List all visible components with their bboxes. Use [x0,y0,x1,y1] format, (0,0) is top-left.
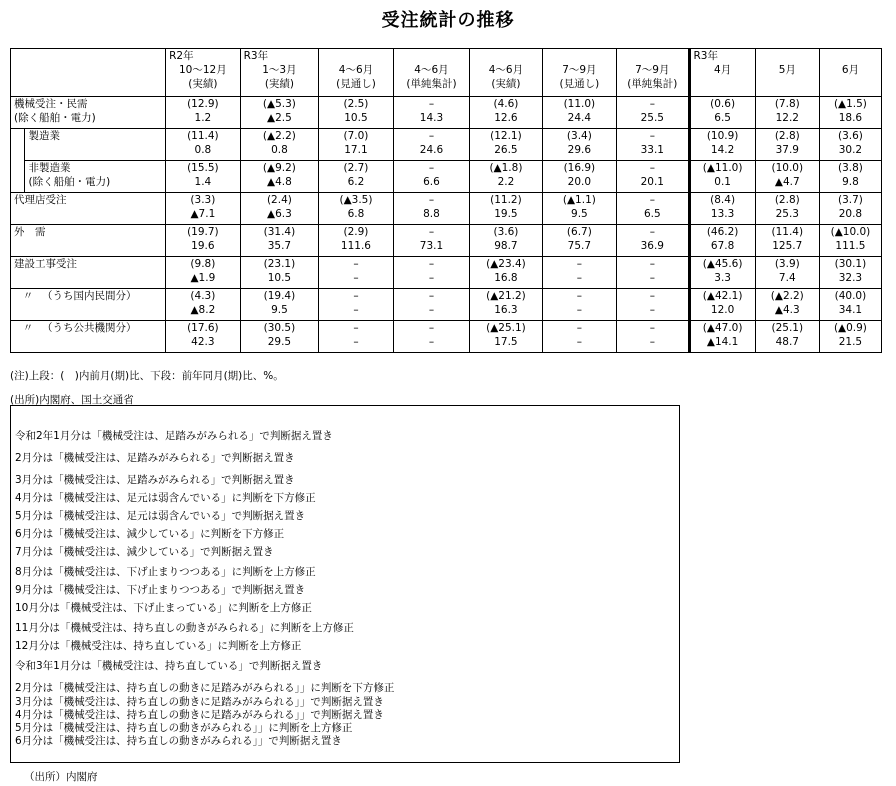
yoy-change: 12.6 [494,112,518,124]
mom-change: (▲5.3) [262,98,296,110]
header-cell: R3年 1～3月 (実績) [240,49,319,97]
mom-change: (▲45.6) [702,258,743,270]
table-note: (注)上段：( )内前月(期)比、下段：前年同月(期)比、%。 [10,370,284,382]
mom-change: – [353,322,359,334]
value-cell [689,289,755,321]
yoy-change: 6.2 [347,176,365,188]
mom-change: (▲1.1) [562,194,596,206]
mom-change: (3.6) [493,226,519,238]
indent-spacer [11,129,25,161]
yoy-change: ▲4.8 [267,176,292,188]
value-cell [755,161,819,193]
yoy-change: ▲7.1 [190,208,216,220]
mom-change: – [649,130,655,142]
value-cell [542,129,616,161]
yoy-change: 48.7 [775,336,799,348]
header-cell: R3年 4月 [689,49,755,97]
mom-change: (12.1) [490,130,522,142]
row-label: 外 需 [11,225,166,257]
value-cell [617,193,689,225]
header-cell: 4～6月 (見通し) [319,49,393,97]
yoy-change: 6.8 [347,208,365,220]
mom-change: (4.3) [190,290,216,302]
value-cell [755,129,819,161]
yoy-change: 29.6 [567,144,592,156]
yoy-change: 20.8 [838,208,863,220]
mom-change: (25.1) [771,322,804,334]
judgment-line: 8月分は「機械受注は、下げ止まりつつある」に判断を上方修正 [15,566,316,578]
yoy-change: ▲8.2 [190,304,216,316]
yoy-change: 111.5 [835,240,866,252]
value-cell [819,225,881,257]
header-cell: R2年 10～12月 (実績) [166,49,240,97]
mom-change: (15.5) [187,162,219,174]
mom-change: (31.4) [263,226,296,238]
judgment-line: 7月分は「機械受注は、減少している」で判断据え置き [15,546,274,558]
yoy-change: – [353,272,359,284]
value-cell [166,321,240,353]
yoy-change: 35.7 [267,240,292,252]
judgment-line: 10月分は「機械受注は、下げ止まっている」に判断を上方修正 [15,602,312,614]
table-row [11,193,882,225]
mom-change: (9.8) [190,258,216,270]
yoy-change: 33.1 [640,144,664,156]
mom-change: (12.9) [187,98,219,110]
value-cell [319,129,393,161]
judgment-line: 3月分は「機械受注は、持ち直しの動きに足踏みがみられる」」で判断据え置き [15,696,384,708]
mom-change: (▲42.1) [702,290,743,302]
mom-change: – [649,290,655,302]
yoy-change: 16.8 [494,272,518,284]
judgment-history-box [10,405,680,763]
yoy-change: 6.6 [423,176,440,188]
value-cell [166,257,240,289]
value-cell [689,257,755,289]
value-cell [319,193,393,225]
mom-change: (3.7) [837,194,863,206]
mom-change: (2.9) [343,226,369,238]
value-cell [319,161,393,193]
value-cell [819,161,881,193]
yoy-change: 30.2 [838,144,863,156]
value-cell [542,321,616,353]
value-cell [470,161,542,193]
yoy-change: 1.2 [194,112,212,124]
judgment-line: 5月分は「機械受注は、足元は弱含んでいる」で判断据え置き [15,510,306,522]
yoy-change: 13.3 [710,208,735,220]
value-cell [819,289,881,321]
value-cell [393,97,470,129]
header-cell: 4～6月 (実績) [470,49,542,97]
value-cell [689,161,755,193]
value-cell [617,161,689,193]
mom-change: (40.0) [834,290,867,302]
yoy-change: 20.1 [640,176,664,188]
value-cell [819,257,881,289]
value-cell [542,161,616,193]
yoy-change: 6.5 [643,208,661,220]
yoy-change: 10.5 [267,272,292,284]
judgment-line: 4月分は「機械受注は、足元は弱含んでいる」に判断を下方修正 [15,492,316,504]
table-row [11,225,882,257]
mom-change: (11.2) [490,194,522,206]
mom-change: (▲9.2) [262,162,296,174]
mom-change: (6.7) [566,226,592,238]
value-cell [319,321,393,353]
mom-change: (2.5) [343,98,369,110]
mom-change: (19.7) [187,226,219,238]
mom-change: (2.8) [774,194,800,206]
value-cell [755,321,819,353]
mom-change: (▲47.0) [702,322,743,334]
mom-change: (10.9) [706,130,739,142]
value-cell [240,289,319,321]
yoy-change: 10.5 [344,112,368,124]
mom-change: (▲1.8) [489,162,523,174]
value-cell [755,97,819,129]
yoy-change: – [428,304,435,316]
mom-change: (0.6) [710,98,736,110]
mom-change: (11.4) [187,130,219,142]
yoy-change: 2.2 [497,176,515,188]
yoy-change: ▲4.7 [774,176,800,188]
yoy-change: 0.8 [194,144,212,156]
mom-change: (▲3.5) [339,194,373,206]
value-cell [755,257,819,289]
mom-change: – [428,258,435,270]
yoy-change: 17.5 [494,336,518,348]
judgment-source: （出所）内閣府 [24,771,98,783]
mom-change: – [576,290,582,302]
header-corner-cell [11,49,166,97]
yoy-change: 12.0 [710,304,735,316]
mom-change: (11.4) [771,226,804,238]
row-label: 代理店受注 [11,193,166,225]
judgment-line: 6月分は「機械受注は、持ち直しの動きがみられる」」で判断据え置き [15,735,342,747]
page-title: 受注統計の推移 [381,10,515,31]
mom-change: (8.4) [710,194,736,206]
yoy-change: 32.3 [838,272,863,284]
yoy-change: 34.1 [838,304,863,316]
judgment-line: 2月分は「機械受注は、足踏みがみられる」で判断据え置き [15,452,295,464]
value-cell [240,321,319,353]
yoy-change: 17.1 [344,144,368,156]
value-cell [542,193,616,225]
table-header-row [11,49,882,97]
yoy-change: 12.2 [775,112,799,124]
yoy-change: 42.3 [191,336,215,348]
mom-change: (3.4) [566,130,592,142]
yoy-change: ▲1.9 [190,272,216,284]
row-label: 〃 （うち公共機関分） [11,321,166,353]
mom-change: (19.4) [263,290,296,302]
row-label: 非製造業 (除く船舶・電力) [25,161,166,193]
indent-spacer [11,161,25,193]
header-cell: 4～6月 (単純集計) [393,49,470,97]
yoy-change: 6.5 [714,112,731,124]
value-cell [470,257,542,289]
header-cell: 5月 [755,49,819,97]
mom-change: – [353,258,359,270]
value-cell [470,225,542,257]
value-cell [617,257,689,289]
mom-change: (▲25.1) [486,322,526,334]
value-cell [319,225,393,257]
row-label: 〃 （うち国内民間分） [11,289,166,321]
value-cell [393,161,470,193]
mom-change: – [649,162,655,174]
mom-change: – [428,194,435,206]
yoy-change: – [649,304,655,316]
yoy-change: 19.5 [494,208,518,220]
mom-change: – [353,290,359,302]
header-cell: 7～9月 (単純集計) [617,49,689,97]
orders-statistics-table [10,48,882,353]
value-cell [166,289,240,321]
value-cell [542,257,616,289]
value-cell [470,321,542,353]
mom-change: (3.6) [837,130,863,142]
mom-change: (16.9) [563,162,596,174]
mom-change: – [428,290,435,302]
yoy-change: 67.8 [710,240,735,252]
mom-change: (4.6) [493,98,519,110]
value-cell [689,97,755,129]
header-cell: 7～9月 (見通し) [542,49,616,97]
mom-change: (▲2.2) [262,130,296,142]
value-cell [755,193,819,225]
yoy-change: 26.5 [494,144,518,156]
row-label: 建設工事受注 [11,257,166,289]
value-cell [617,289,689,321]
mom-change: (46.2) [706,226,739,238]
value-cell [470,193,542,225]
row-label: 機械受注・民需 (除く船舶・電力) [11,97,166,129]
yoy-change: 18.6 [838,112,863,124]
value-cell [166,225,240,257]
value-cell [240,97,319,129]
yoy-change: 25.5 [640,112,664,124]
value-cell [166,161,240,193]
judgment-line: 12月分は「機械受注は、持ち直している」に判断を上方修正 [15,640,302,652]
table-row [11,129,882,161]
mom-change: – [428,162,435,174]
mom-change: (7.0) [343,130,369,142]
yoy-change: – [649,336,655,348]
mom-change: – [649,258,655,270]
value-cell [393,257,470,289]
value-cell [393,289,470,321]
mom-change: (2.7) [343,162,369,174]
value-cell [819,97,881,129]
mom-change: (10.0) [771,162,804,174]
mom-change: (▲21.2) [486,290,526,302]
value-cell [542,97,616,129]
judgment-line: 2月分は「機械受注は、持ち直しの動きに足踏みがみられる」」に判断を下方修正 [15,682,395,694]
table-row [11,161,882,193]
judgment-line: 令和2年1月分は「機械受注は、足踏みがみられる」で判断据え置き [15,430,333,442]
yoy-change: – [576,336,582,348]
value-cell [166,193,240,225]
value-cell [755,225,819,257]
yoy-change: 24.6 [419,144,444,156]
value-cell [240,257,319,289]
mom-change: (30.1) [834,258,867,270]
mom-change: (▲0.9) [833,322,867,334]
mom-change: (▲11.0) [702,162,743,174]
judgment-line: 6月分は「機械受注は、減少している」に判断を下方修正 [15,528,285,540]
mom-change: (3.9) [774,258,800,270]
judgment-line: 5月分は「機械受注は、持ち直しの動きがみられる」」に判断を上方修正 [15,722,353,734]
yoy-change: 73.1 [419,240,444,252]
mom-change: (11.0) [563,98,596,110]
mom-change: (30.5) [263,322,296,334]
yoy-change: 25.3 [775,208,799,220]
value-cell [319,97,393,129]
mom-change: – [649,194,655,206]
value-cell [819,193,881,225]
table-row [11,321,882,353]
yoy-change: 1.4 [194,176,212,188]
value-cell [240,129,319,161]
yoy-change: 29.5 [267,336,292,348]
value-cell [819,321,881,353]
value-cell [393,225,470,257]
value-cell [689,225,755,257]
value-cell [819,129,881,161]
yoy-change: 9.8 [842,176,859,188]
mom-change: – [428,130,435,142]
value-cell [166,129,240,161]
mom-change: – [428,98,435,110]
yoy-change: 0.1 [714,176,731,188]
mom-change: (23.1) [263,258,296,270]
value-cell [319,257,393,289]
mom-change: (2.8) [774,130,800,142]
mom-change: (▲23.4) [486,258,526,270]
value-cell [470,289,542,321]
mom-change: – [428,322,435,334]
table-row [11,289,882,321]
mom-change: – [649,226,655,238]
mom-change: (3.8) [837,162,863,174]
yoy-change: – [353,304,359,316]
value-cell [393,321,470,353]
mom-change: – [649,98,655,110]
yoy-change: 111.6 [340,240,371,252]
table-row [11,97,882,129]
value-cell [617,225,689,257]
yoy-change: 24.4 [567,112,592,124]
yoy-change: – [576,272,582,284]
mom-change: (2.4) [266,194,292,206]
value-cell [542,289,616,321]
mom-change: (3.3) [190,194,216,206]
yoy-change: 9.5 [271,304,288,316]
mom-change: – [428,226,435,238]
yoy-change: 19.6 [191,240,215,252]
judgment-line: 3月分は「機械受注は、足踏みがみられる」で判断据え置き [15,474,295,486]
mom-change: – [576,258,582,270]
mom-change: – [576,322,582,334]
yoy-change: – [428,272,435,284]
mom-change: – [649,322,655,334]
yoy-change: 16.3 [494,304,518,316]
yoy-change: 125.7 [772,240,803,252]
value-cell [166,97,240,129]
value-cell [470,97,542,129]
mom-change: (17.6) [187,322,219,334]
value-cell [755,289,819,321]
value-cell [617,97,689,129]
value-cell [240,161,319,193]
yoy-change: ▲4.3 [774,304,800,316]
value-cell [542,225,616,257]
yoy-change: 98.7 [494,240,518,252]
value-cell [240,225,319,257]
value-cell [393,193,470,225]
yoy-change: 20.0 [567,176,592,188]
yoy-change: ▲14.1 [706,336,739,348]
judgment-line: 11月分は「機械受注は、持ち直しの動きがみられる」に判断を上方修正 [15,622,354,634]
yoy-change: 14.3 [419,112,444,124]
yoy-change: 8.8 [423,208,440,220]
yoy-change: 37.9 [775,144,799,156]
value-cell [393,129,470,161]
value-cell [689,129,755,161]
yoy-change: 3.3 [714,272,731,284]
row-label: 製造業 [25,129,166,161]
value-cell [470,129,542,161]
value-cell [689,321,755,353]
judgment-line: 4月分は「機械受注は、持ち直しの動きに足踏みがみられる」」で判断据え置き [15,709,384,721]
yoy-change: – [428,336,435,348]
yoy-change: 7.4 [778,272,796,284]
yoy-change: – [353,336,359,348]
yoy-change: – [576,304,582,316]
mom-change: (7.8) [774,98,800,110]
yoy-change: 14.2 [710,144,735,156]
mom-change: (▲10.0) [830,226,871,238]
yoy-change: – [649,272,655,284]
value-cell [617,129,689,161]
value-cell [689,193,755,225]
value-cell [319,289,393,321]
table-row [11,257,882,289]
table-source: (出所)内閣府、国土交通省 [10,394,134,406]
yoy-change: 0.8 [271,144,288,156]
yoy-change: 9.5 [571,208,588,220]
value-cell [617,321,689,353]
mom-change: (▲1.5) [833,98,867,110]
mom-change: (▲2.2) [770,290,804,302]
judgment-line: 9月分は「機械受注は、下げ止まりつつある」で判断据え置き [15,584,306,596]
yoy-change: 36.9 [640,240,664,252]
yoy-change: 75.7 [567,240,592,252]
yoy-change: ▲6.3 [267,208,292,220]
value-cell [240,193,319,225]
yoy-change: 21.5 [838,336,863,348]
header-cell: 6月 [819,49,881,97]
judgment-line: 令和3年1月分は「機械受注は、持ち直している」で判断据え置き [15,660,323,672]
yoy-change: ▲2.5 [267,112,292,124]
